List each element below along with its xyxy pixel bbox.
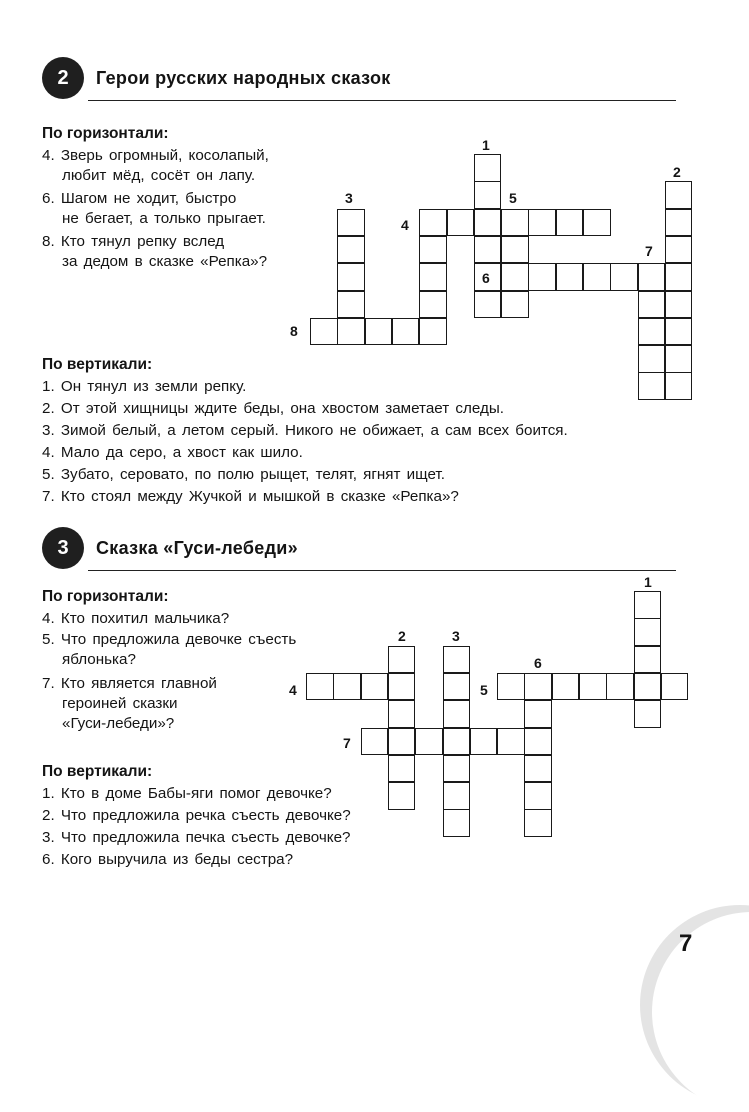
crossword-cell[interactable] [556, 263, 584, 291]
crossword-cell[interactable] [337, 236, 365, 264]
crossword-number: 8 [290, 323, 298, 339]
crossword-cell[interactable] [388, 646, 416, 674]
clue-line: 5. Что предложила девочке съесть [42, 631, 297, 648]
clue-line: 6. Шагом не ходит, быстро [42, 190, 237, 207]
crossword-cell[interactable] [528, 209, 556, 237]
crossword-cell[interactable] [634, 646, 662, 674]
crossword-number: 6 [534, 655, 542, 671]
crossword-number: 5 [509, 190, 517, 206]
crossword-cell[interactable] [388, 755, 416, 783]
section-2-rule [88, 100, 676, 101]
crossword-cell[interactable] [443, 700, 471, 728]
section-2-badge: 2 [42, 57, 84, 99]
crossword-cell[interactable] [474, 181, 502, 209]
crossword-cell[interactable] [333, 673, 361, 701]
crossword-cell[interactable] [388, 782, 416, 810]
section-3-across-clue [42, 609, 229, 629]
crossword-cell[interactable] [610, 263, 638, 291]
crossword-cell[interactable] [634, 591, 662, 619]
crossword-cell[interactable] [474, 291, 502, 319]
section-2-across-clue [42, 189, 266, 229]
crossword-cell[interactable] [556, 209, 584, 237]
crossword-cell[interactable] [501, 291, 529, 319]
clue-line: героиней сказки [62, 695, 178, 712]
crossword-number: 6 [482, 270, 490, 286]
crossword-cell[interactable] [443, 809, 471, 837]
crossword-cell[interactable] [638, 372, 666, 400]
section-2-down-clue: 3. Зимой белый, а летом серый. Никого не обижает, а сам всех боится. [42, 422, 568, 439]
crossword-cell[interactable] [474, 154, 502, 182]
crossword-cell[interactable] [634, 700, 662, 728]
clue-line: 7. Кто является главной [42, 675, 217, 692]
crossword-cell[interactable] [665, 181, 693, 209]
crossword-cell[interactable] [638, 263, 666, 291]
clue-line: 4. Кто похитил мальчика? [42, 610, 230, 627]
section-2-down-clue: 1. Он тянул из земли репку. [42, 378, 247, 395]
crossword-cell[interactable] [415, 728, 443, 756]
clue-line: яблонька? [62, 651, 136, 668]
section-2-across-clue [42, 146, 269, 186]
crossword-number: 4 [289, 682, 297, 698]
section-3-down-clue: 3. Что предложила печка съесть девочке? [42, 829, 351, 846]
crossword-cell[interactable] [552, 673, 580, 701]
clue-line: за дедом в сказке «Репка»? [62, 253, 268, 270]
crossword-cell[interactable] [638, 345, 666, 373]
crossword-cell[interactable] [665, 372, 693, 400]
section-3-across-heading: По горизонтали: [42, 588, 169, 605]
crossword-cell[interactable] [337, 263, 365, 291]
section-3-across-clue [42, 630, 296, 670]
crossword-cell[interactable] [474, 236, 502, 264]
crossword-cell[interactable] [388, 728, 416, 756]
crossword-cell[interactable] [419, 291, 447, 319]
section-2-down-clue: 5. Зубато, серовато, по полю рыщет, телят, ягнят ищет. [42, 466, 445, 483]
crossword-number: 7 [343, 735, 351, 751]
section-3-down-clue: 6. Кого выручила из беды сестра? [42, 851, 294, 868]
crossword-cell[interactable] [419, 236, 447, 264]
crossword-cell[interactable] [634, 618, 662, 646]
crossword-number: 7 [645, 243, 653, 259]
section-3-down-heading: По вертикали: [42, 763, 153, 780]
crossword-cell[interactable] [634, 673, 662, 701]
crossword-number: 3 [452, 628, 460, 644]
crossword-cell[interactable] [665, 345, 693, 373]
crossword-cell[interactable] [388, 673, 416, 701]
crossword-cell[interactable] [306, 673, 334, 701]
clue-line: 8. Кто тянул репку вслед [42, 233, 225, 250]
crossword-cell[interactable] [365, 318, 393, 346]
section-3-rule [88, 570, 676, 571]
crossword-cell[interactable] [443, 782, 471, 810]
crossword-cell[interactable] [419, 318, 447, 346]
section-3-across-clue [42, 674, 217, 734]
crossword-cell[interactable] [443, 673, 471, 701]
crossword-cell[interactable] [501, 263, 529, 291]
crossword-number: 3 [345, 190, 353, 206]
crossword-cell[interactable] [497, 728, 525, 756]
crossword-cell[interactable] [665, 291, 693, 319]
section-2-down-clue: 4. Мало да серо, а хвост как шило. [42, 444, 303, 461]
crossword-cell[interactable] [638, 291, 666, 319]
crossword-number: 1 [644, 574, 652, 590]
crossword-cell[interactable] [583, 263, 611, 291]
crossword-cell[interactable] [524, 700, 552, 728]
crossword-number: 4 [401, 217, 409, 233]
crossword-cell[interactable] [665, 209, 693, 237]
section-3-down-clue: 2. Что предложила речка съесть девочке? [42, 807, 351, 824]
crossword-cell[interactable] [524, 673, 552, 701]
crossword-cell[interactable] [470, 728, 498, 756]
crossword-number: 1 [482, 137, 490, 153]
clue-line: любит мёд, сосёт он лапу. [62, 167, 256, 184]
crossword-cell[interactable] [392, 318, 420, 346]
crossword-cell[interactable] [310, 318, 338, 346]
section-3-title: Сказка «Гуси-лебеди» [96, 538, 298, 558]
crossword-cell[interactable] [524, 782, 552, 810]
crossword-cell[interactable] [419, 209, 447, 237]
crossword-cell[interactable] [665, 236, 693, 264]
section-2-across-clue [42, 232, 267, 272]
clue-line: не бегает, а только прыгает. [62, 210, 266, 227]
crossword-cell[interactable] [388, 700, 416, 728]
crossword-cell[interactable] [443, 728, 471, 756]
crossword-cell[interactable] [474, 209, 502, 237]
crossword-cell[interactable] [443, 755, 471, 783]
section-3-down-clue: 1. Кто в доме Бабы-яги помог девочке? [42, 785, 332, 802]
crossword-number: 2 [673, 164, 681, 180]
section-2-across-heading: По горизонтали: [42, 125, 169, 142]
page-number: 7 [679, 930, 693, 957]
crossword-cell[interactable] [361, 728, 389, 756]
clue-line: «Гуси-лебеди»? [62, 715, 175, 732]
crossword-cell[interactable] [524, 809, 552, 837]
crossword-cell[interactable] [443, 646, 471, 674]
crossword-cell[interactable] [337, 209, 365, 237]
crossword-cell[interactable] [638, 318, 666, 346]
section-2-title: Герои русских народных сказок [96, 68, 391, 88]
crossword-cell[interactable] [419, 263, 447, 291]
crossword-cell[interactable] [528, 263, 556, 291]
crossword-cell[interactable] [583, 209, 611, 237]
crossword-cell[interactable] [661, 673, 689, 701]
crossword-cell[interactable] [361, 673, 389, 701]
crossword-cell[interactable] [665, 318, 693, 346]
crossword-cell[interactable] [337, 318, 365, 346]
crossword-cell[interactable] [579, 673, 607, 701]
crossword-number: 2 [398, 628, 406, 644]
clue-line: 4. Зверь огромный, косолапый, [42, 147, 269, 164]
crossword-cell[interactable] [606, 673, 634, 701]
crossword-cell[interactable] [665, 263, 693, 291]
crossword-cell[interactable] [524, 728, 552, 756]
crossword-cell[interactable] [524, 755, 552, 783]
crossword-cell[interactable] [497, 673, 525, 701]
section-2-down-clue: 2. От этой хищницы ждите беды, она хвостом заметает следы. [42, 400, 504, 417]
crossword-cell[interactable] [337, 291, 365, 319]
section-2-down-clue: 7. Кто стоял между Жучкой и мышкой в сказке «Репка»? [42, 488, 459, 505]
crossword-cell[interactable] [501, 209, 529, 237]
crossword-cell[interactable] [501, 236, 529, 264]
section-3-badge: 3 [42, 527, 84, 569]
section-2-down-heading: По вертикали: [42, 356, 153, 373]
crossword-number: 5 [480, 682, 488, 698]
crossword-cell[interactable] [447, 209, 475, 237]
